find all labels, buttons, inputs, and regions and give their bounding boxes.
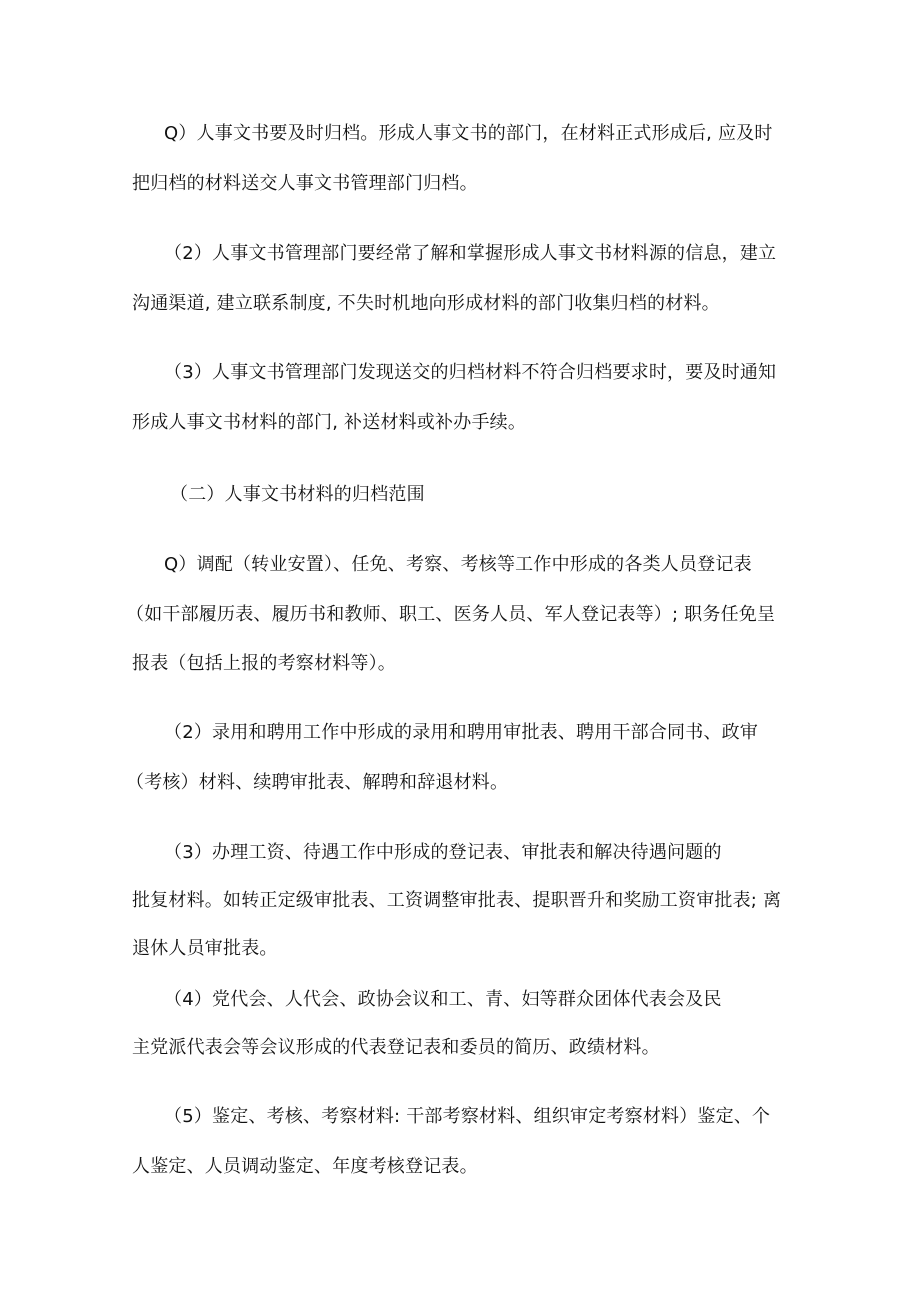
s1-p3-line1: （3）人事文书管理部门发现送交的归档材料不符合归档要求时，要及时通知 bbox=[164, 362, 777, 383]
s2-p1-line2: （如干部履历表、履历书和教师、职工、医务人员、军人登记表等）; 职务任免呈 bbox=[126, 604, 776, 625]
s2-p3-line1: （3）办理工资、待遇工作中形成的登记表、审批表和解决待遇问题的 bbox=[164, 842, 722, 863]
s2-p1-line1: Q）调配（转业安置）、任免、考察、考核等工作中形成的各类人员登记表 bbox=[164, 554, 752, 575]
s2-p3-line3: 退休人员审批表。 bbox=[132, 938, 278, 959]
s2-p4-line2: 主党派代表会等会议形成的代表登记表和委员的简历、政绩材料。 bbox=[132, 1037, 660, 1058]
s1-p1-line1: Q）人事文书要及时归档。形成人事文书的部门，在材料正式形成后, 应及时 bbox=[164, 123, 773, 144]
s1-p3-line2: 形成人事文书材料的部门, 补送材料或补办手续。 bbox=[132, 412, 527, 433]
s1-p2-line1: （2）人事文书管理部门要经常了解和掌握形成人事文书材料源的信息，建立 bbox=[164, 243, 777, 264]
s2-p4-line1: （4）党代会、人代会、政协会议和工、青、妇等群众团体代表会及民 bbox=[164, 989, 722, 1010]
s2-p2-line1: （2）录用和聘用工作中形成的录用和聘用审批表、聘用干部合同书、政审 bbox=[164, 722, 759, 743]
s2-p2-line2: （考核）材料、续聘审批表、解聘和辞退材料。 bbox=[126, 772, 509, 793]
s2-p5-line2: 人鉴定、人员调动鉴定、年度考核登记表。 bbox=[132, 1156, 478, 1177]
s2-p3-line2: 批复材料。如转正定级审批表、工资调整审批表、提职晋升和奖励工资审批表; 离 bbox=[132, 890, 782, 911]
s1-p2-line2: 沟通渠道, 建立联系制度, 不失时机地向形成材料的部门收集归档的材料。 bbox=[132, 293, 720, 314]
s1-p1-line2: 把归档的材料送交人事文书管理部门归档。 bbox=[132, 173, 478, 194]
section-heading: （二）人事文书材料的归档范围 bbox=[170, 484, 425, 505]
s2-p5-line1: （5）鉴定、考核、考察材料: 干部考察材料、组织审定考察材料）鉴定、个 bbox=[164, 1106, 771, 1127]
s2-p1-line3: 报表（包括上报的考察材料等）。 bbox=[132, 653, 396, 674]
